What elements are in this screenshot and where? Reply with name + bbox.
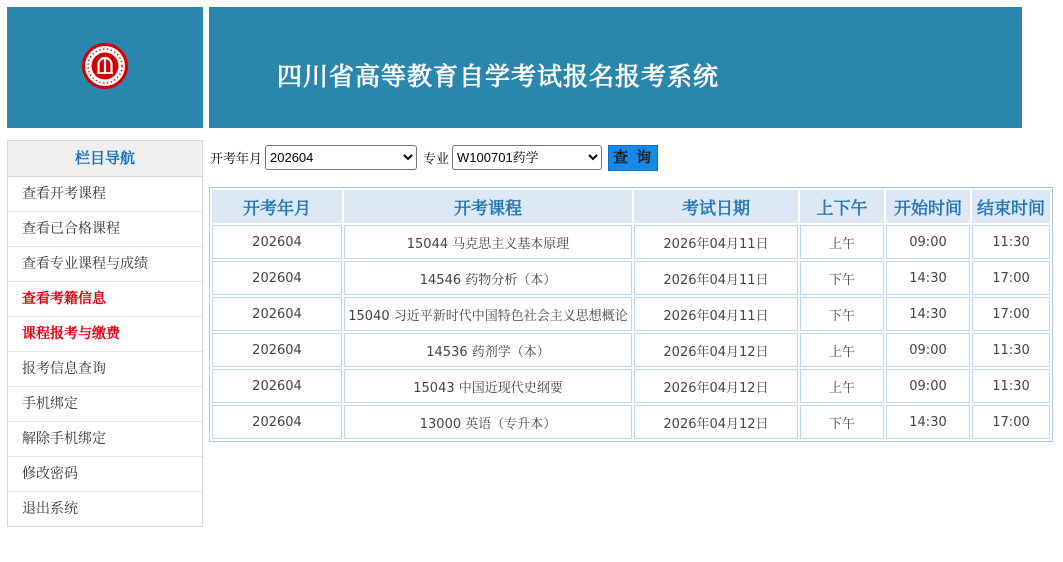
- sidebar-item-1[interactable]: 查看已合格课程: [8, 212, 202, 247]
- table-cell: 17:00: [972, 261, 1050, 295]
- table-header-cell: 结束时间: [972, 190, 1050, 223]
- table-cell: 下午: [800, 405, 884, 439]
- sidebar-item-2[interactable]: 查看专业课程与成绩: [8, 247, 202, 282]
- table-cell: 14:30: [886, 261, 970, 295]
- sichuan-self-exam-seal-icon: [81, 42, 129, 94]
- table-cell: 上午: [800, 333, 884, 367]
- table-row: [212, 225, 1050, 259]
- table-row: [212, 297, 1050, 331]
- table-cell: 09:00: [886, 333, 970, 367]
- table-cell: 09:00: [886, 369, 970, 403]
- table-cell: 2026年04月12日: [634, 405, 798, 439]
- table-cell: 202604: [212, 369, 342, 403]
- table-row: [212, 333, 1050, 367]
- table-cell: 202604: [212, 405, 342, 439]
- table-header-cell: 上下午: [800, 190, 884, 223]
- table-cell: 2026年04月12日: [634, 333, 798, 367]
- table-cell: 上午: [800, 369, 884, 403]
- page-title: 四川省高等教育自学考试报名报考系统: [277, 61, 720, 91]
- table-cell: 202604: [212, 225, 342, 259]
- table-cell: 上午: [800, 225, 884, 259]
- course-table: [209, 187, 1053, 442]
- table-row: [212, 405, 1050, 439]
- major-select[interactable]: [452, 145, 602, 170]
- table-cell: 17:00: [972, 405, 1050, 439]
- sidebar-item-9[interactable]: 退出系统: [22, 501, 78, 517]
- table-row: [212, 369, 1050, 403]
- table-cell: 15044 马克思主义基本原理: [344, 225, 632, 259]
- filter-bar: [210, 144, 658, 171]
- table-cell: 下午: [800, 261, 884, 295]
- table-cell: 11:30: [972, 333, 1050, 367]
- table-cell: 15040 习近平新时代中国特色社会主义思想概论: [344, 297, 632, 331]
- sidebar-nav: [7, 140, 203, 527]
- table-cell: 14546 药物分析（本）: [344, 261, 632, 295]
- sidebar-item-3[interactable]: 查看考籍信息: [8, 282, 202, 317]
- sidebar-item-6[interactable]: 手机绑定: [8, 387, 202, 422]
- table-cell: 11:30: [972, 369, 1050, 403]
- table-header-row: [212, 190, 1050, 223]
- sidebar-title: 栏目导航: [8, 141, 202, 177]
- table-cell: 14536 药剂学（本）: [344, 333, 632, 367]
- table-header: [212, 190, 1050, 223]
- table-cell: 14:30: [886, 297, 970, 331]
- page-header: [209, 7, 1022, 128]
- table-cell: 15043 中国近现代史纲要: [344, 369, 632, 403]
- table-cell: 2026年04月12日: [634, 369, 798, 403]
- table-header-cell: 开考课程: [344, 190, 632, 223]
- table-cell: 下午: [800, 297, 884, 331]
- table-cell: 202604: [212, 261, 342, 295]
- header-logo-box: [7, 7, 203, 128]
- table-header-cell: 开始时间: [886, 190, 970, 223]
- table-cell: 13000 英语（专升本）: [344, 405, 632, 439]
- table-cell: 09:00: [886, 225, 970, 259]
- table-cell: 14:30: [886, 405, 970, 439]
- major-label: 专业: [423, 152, 450, 167]
- table-header-cell: 考试日期: [634, 190, 798, 223]
- table-cell: 2026年04月11日: [634, 261, 798, 295]
- table-cell: 17:00: [972, 297, 1050, 331]
- table-cell: 11:30: [972, 225, 1050, 259]
- sidebar-item-7[interactable]: 解除手机绑定: [8, 422, 202, 457]
- sidebar-item-4[interactable]: 课程报考与缴费: [8, 317, 202, 352]
- search-button[interactable]: 查 询: [608, 145, 658, 171]
- year-label: 开考年月: [210, 152, 263, 167]
- table-cell: 202604: [212, 333, 342, 367]
- table-cell: 2026年04月11日: [634, 297, 798, 331]
- year-select[interactable]: [265, 145, 417, 170]
- sidebar-item-0[interactable]: 查看开考课程: [8, 177, 202, 212]
- table-cell: 2026年04月11日: [634, 225, 798, 259]
- table-cell: 202604: [212, 297, 342, 331]
- table-row: [212, 261, 1050, 295]
- sidebar-item-5[interactable]: 报考信息查询: [8, 352, 202, 387]
- table-header-cell: 开考年月: [212, 190, 342, 223]
- sidebar-item-8[interactable]: 修改密码: [8, 457, 202, 492]
